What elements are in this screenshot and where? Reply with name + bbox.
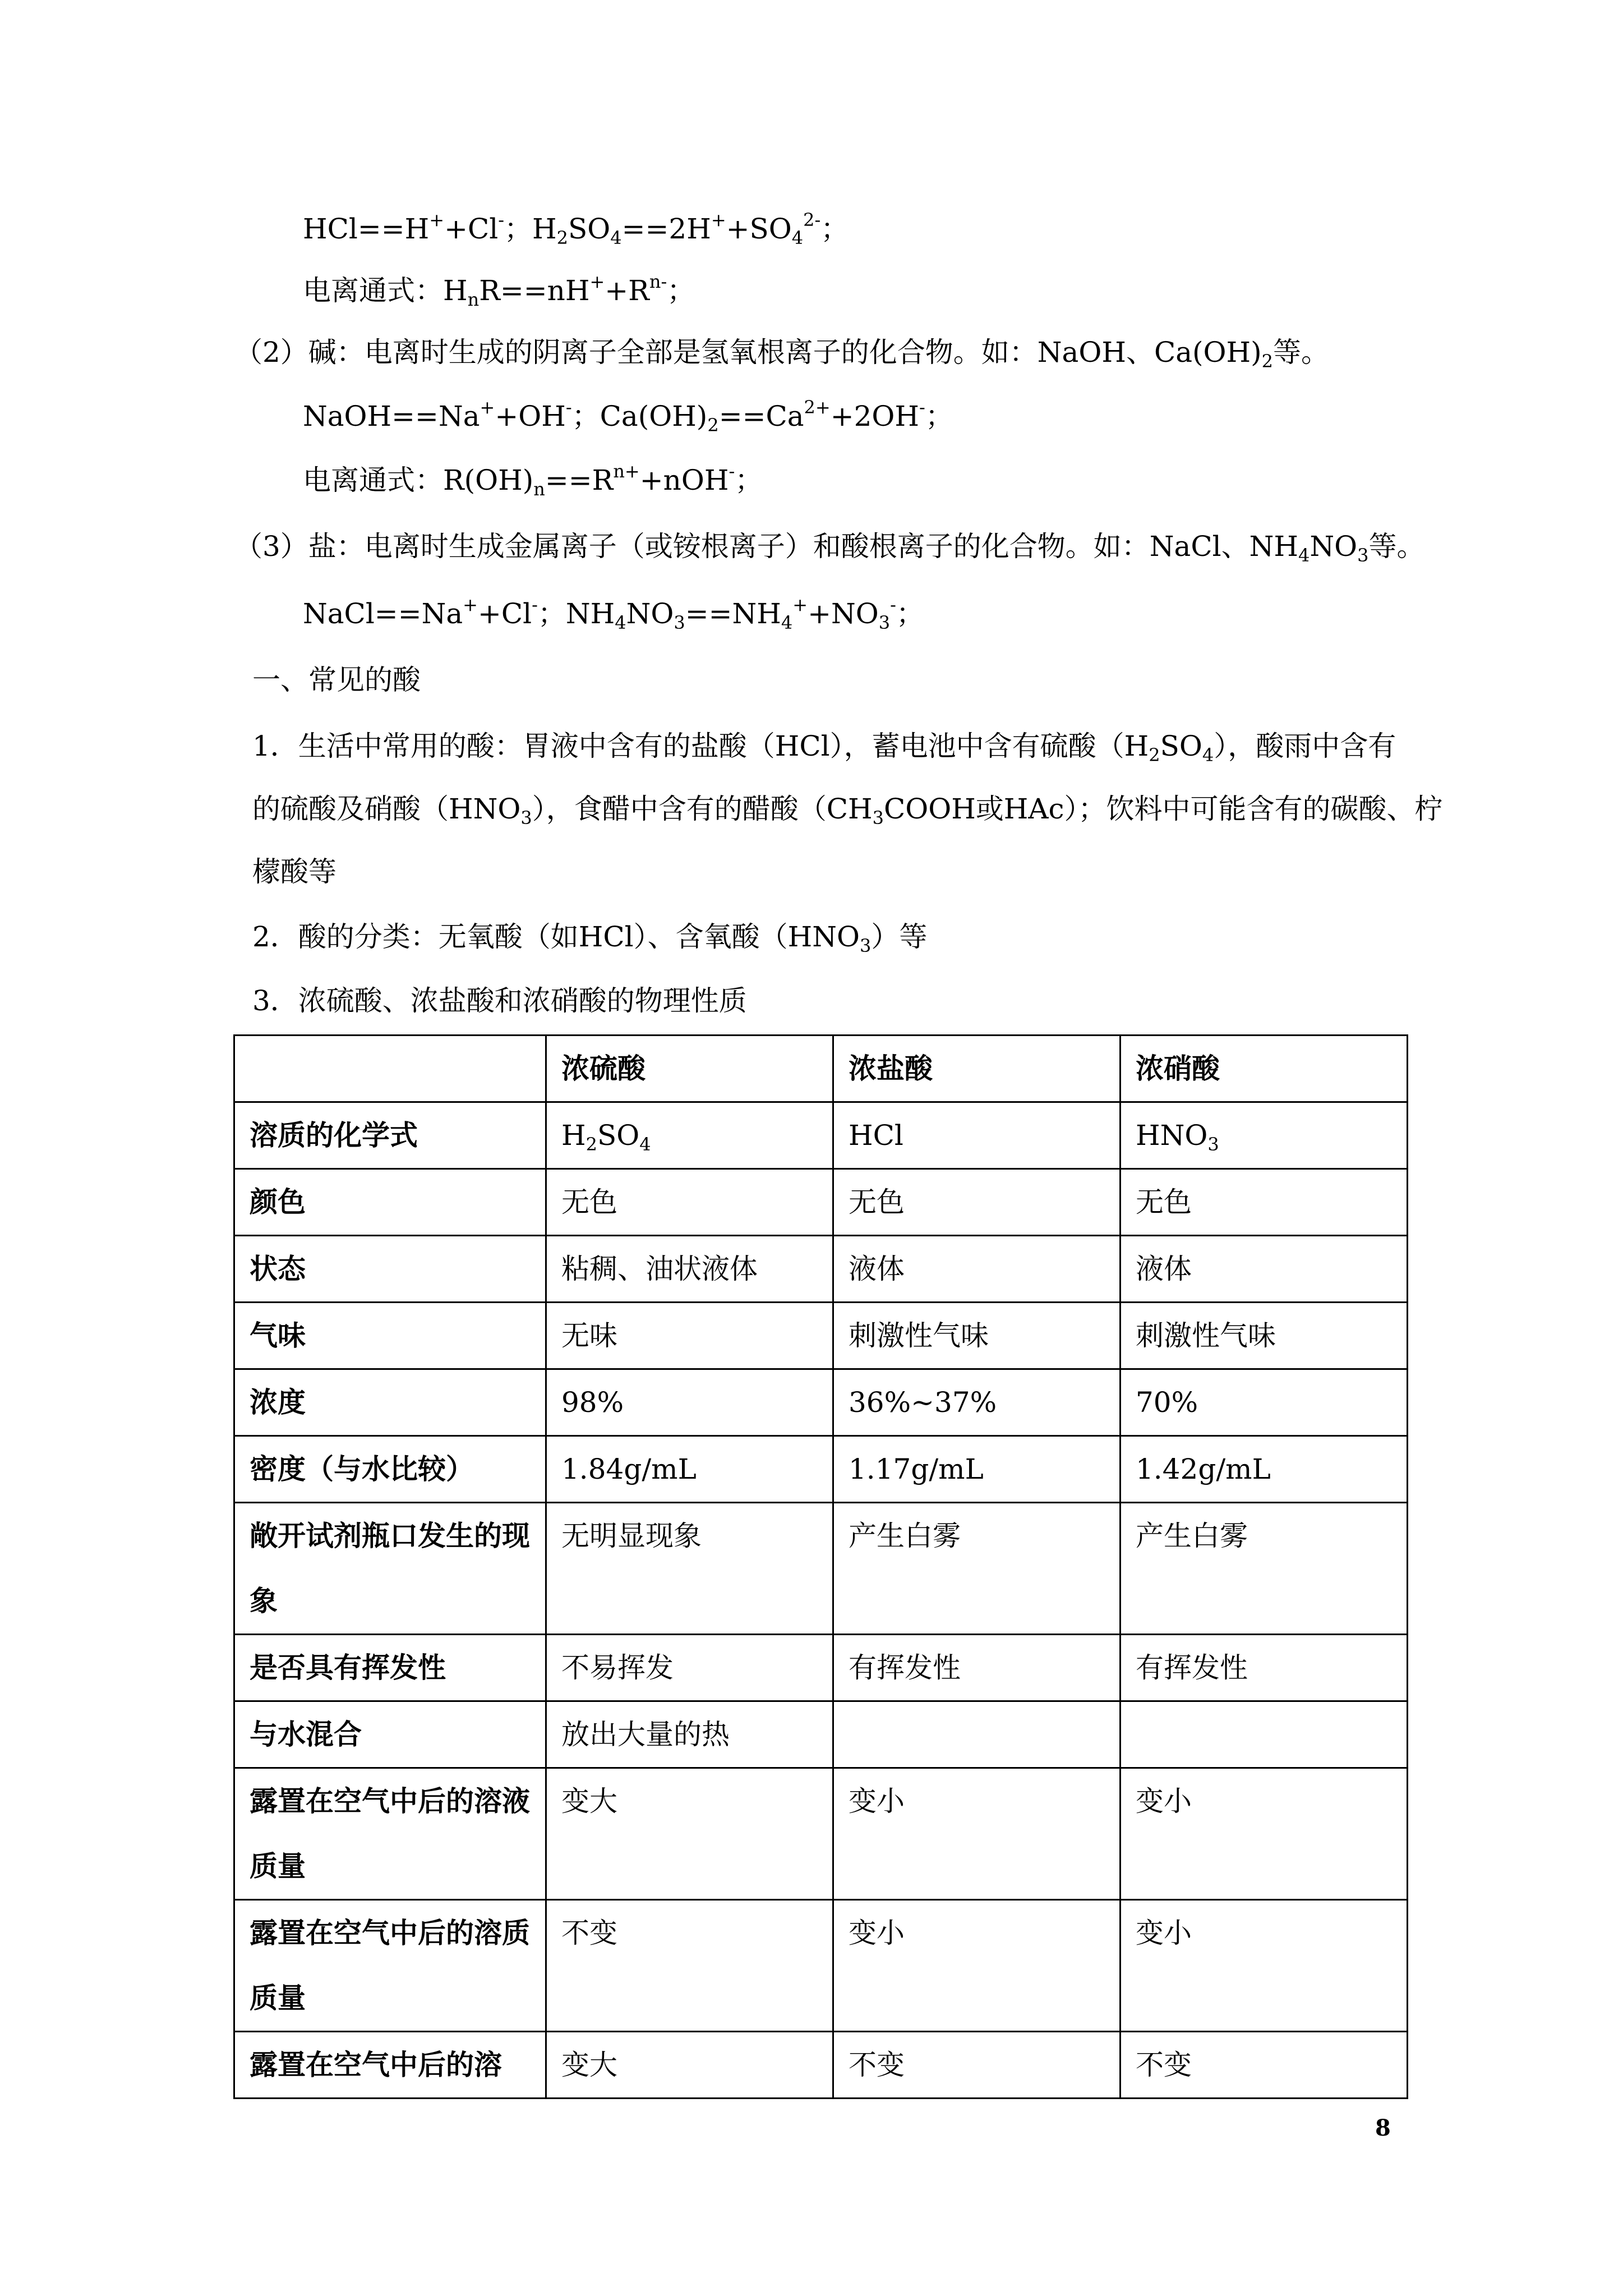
row-label: 气味	[234, 1303, 546, 1369]
cell-sulfuric: 1.84g/mL	[546, 1436, 833, 1503]
subscript: n	[467, 289, 479, 310]
supscript: -	[890, 594, 896, 615]
supscript: -	[919, 397, 925, 418]
text-run: ；	[896, 597, 924, 630]
supscript: +	[711, 209, 726, 231]
text-run: 电离通式：R(OH)	[303, 464, 534, 496]
supscript: +	[792, 594, 808, 615]
table-row	[234, 1635, 1408, 1701]
cell-hydrochloric: 变小	[833, 1768, 1121, 1900]
text-run: ；	[667, 274, 695, 307]
supscript: -	[565, 397, 572, 418]
table-body	[234, 1036, 1408, 2099]
section-heading-common-acids	[252, 663, 421, 697]
row-label: 颜色	[234, 1169, 546, 1236]
cell-sulfuric: 98%	[546, 1369, 833, 1436]
cell-nitric: 液体	[1121, 1236, 1408, 1303]
text-run: R==nH	[479, 274, 590, 307]
row-label: 露置在空气中后的溶质质量	[234, 1900, 546, 2032]
subscript: 4	[639, 1134, 651, 1155]
row-label: 露置在空气中后的溶	[234, 2032, 546, 2099]
subscript: 4	[1202, 744, 1214, 766]
table-header-corner	[234, 1036, 546, 1102]
text-run: COOH或HAc）；饮料中可能含有的碳酸、柠	[883, 793, 1443, 825]
text-run: 等。	[1273, 336, 1329, 369]
cell-hydrochloric: 产生白雾	[833, 1503, 1121, 1635]
text-run: 檬酸等	[252, 855, 336, 888]
salt-definition	[234, 530, 1425, 566]
text-run: NO	[626, 597, 674, 630]
supscript: +	[429, 209, 445, 231]
subscript: 3	[1207, 1134, 1219, 1155]
text-run: SO	[568, 213, 611, 245]
text-run: ），食醋中含有的醋酸（CH	[532, 793, 873, 825]
text-run: ；	[735, 464, 763, 496]
subscript: 4	[791, 227, 804, 249]
subscript: 3	[860, 935, 872, 956]
paragraph-acid-classification	[252, 920, 927, 954]
table-row	[234, 1236, 1408, 1303]
cell-nitric: $HNO_3$	[1121, 1102, 1408, 1169]
cell-sulfuric: 不变	[546, 1900, 833, 2032]
supscript: -	[532, 594, 538, 615]
table-row	[234, 1900, 1408, 2032]
text-run: （3）盐：电离时生成金属离子（或铵根离子）和酸根离子的化合物。如：NaCl、NH	[234, 530, 1298, 563]
table-header-row	[234, 1036, 1408, 1102]
table-row	[234, 1701, 1408, 1768]
row-label: 敞开试剂瓶口发生的现象	[234, 1503, 546, 1635]
paragraph-common-acids-line1	[252, 729, 1396, 766]
subscript: 2	[585, 1134, 597, 1155]
text-run: +Cl	[444, 213, 499, 245]
table-header-nitric: 浓硝酸	[1121, 1036, 1408, 1102]
subscript: 3	[872, 807, 884, 829]
subscript: 4	[781, 612, 793, 633]
row-label: 是否具有挥发性	[234, 1635, 546, 1701]
text-run: +2OH	[830, 400, 920, 432]
page-number: 8	[1375, 2115, 1391, 2141]
subscript: 2	[1261, 351, 1273, 372]
cell-sulfuric: 变大	[546, 2032, 833, 2099]
cell-nitric: 70%	[1121, 1369, 1408, 1436]
text-run: ==Ca	[718, 400, 804, 432]
cell-hydrochloric: 有挥发性	[833, 1635, 1121, 1701]
subscript: 3	[1357, 545, 1369, 566]
cell-sulfuric: 放出大量的热	[546, 1701, 833, 1768]
text-run: ==R	[545, 464, 614, 496]
table-row	[234, 1303, 1408, 1369]
cell-sulfuric: 粘稠、油状液体	[546, 1236, 833, 1303]
text-run: 的硫酸及硝酸（HNO	[252, 793, 521, 825]
text-run: ；NH	[537, 597, 615, 630]
row-label: 密度（与水比较）	[234, 1436, 546, 1503]
cell-nitric: 变小	[1121, 1768, 1408, 1900]
cell-nitric: 无色	[1121, 1169, 1408, 1236]
row-label: 状态	[234, 1236, 546, 1303]
cell-hydrochloric: 1.17g/mL	[833, 1436, 1121, 1503]
subscript: 3	[878, 612, 891, 633]
cell-nitric: 有挥发性	[1121, 1635, 1408, 1701]
subscript: 4	[610, 227, 622, 249]
cell-nitric: 产生白雾	[1121, 1503, 1408, 1635]
row-label: 浓度	[234, 1369, 546, 1436]
text-run: ；	[925, 400, 953, 432]
cell-nitric	[1121, 1701, 1408, 1768]
text-run: NaOH==Na	[303, 400, 480, 432]
subscript: 3	[520, 807, 532, 829]
text-run: 1．生活中常用的酸：胃液中含有的盐酸（HCl），蓄电池中含有硫酸（H	[252, 730, 1149, 762]
cell-hydrochloric: 变小	[833, 1900, 1121, 2032]
cell-sulfuric: 无色	[546, 1169, 833, 1236]
table-row	[234, 1436, 1408, 1503]
table-row	[234, 2032, 1408, 2099]
row-label: 溶质的化学式	[234, 1102, 546, 1169]
cell-hydrochloric: 液体	[833, 1236, 1121, 1303]
supscript: -	[498, 209, 505, 231]
text-run: ）等	[871, 921, 928, 953]
cell-nitric: 不变	[1121, 2032, 1408, 2099]
cell-sulfuric: 无明显现象	[546, 1503, 833, 1635]
text-run: +OH	[495, 400, 566, 432]
supscript: 2+	[804, 397, 831, 418]
base-general-formula	[303, 461, 763, 500]
text-run: ==NH	[685, 597, 781, 630]
paragraph-common-acids-line2	[252, 792, 1443, 829]
equation-acid-ionization	[303, 209, 849, 249]
text-run: +nOH	[639, 464, 729, 496]
cell-hydrochloric: 刺激性气味	[833, 1303, 1121, 1369]
cell-sulfuric: 不易挥发	[546, 1635, 833, 1701]
supscript: -	[728, 461, 735, 482]
table-row	[234, 1768, 1408, 1900]
cell-hydrochloric: 36%~37%	[833, 1369, 1121, 1436]
text-run: ；Ca(OH)	[571, 400, 708, 432]
text-run: HCl==H	[303, 213, 430, 245]
cell-hydrochloric	[833, 1701, 1121, 1768]
supscript: n-	[649, 271, 667, 292]
paragraph-common-acids-line3	[252, 855, 336, 889]
cell-nitric: 1.42g/mL	[1121, 1436, 1408, 1503]
supscript: 2-	[803, 209, 821, 231]
table-header-hydrochloric: 浓盐酸	[833, 1036, 1121, 1102]
subscript: n	[533, 478, 545, 500]
table-row	[234, 1169, 1408, 1236]
supscript: +	[479, 397, 495, 418]
cell-nitric: 刺激性气味	[1121, 1303, 1408, 1369]
text-run: 2．酸的分类：无氧酸（如HCl）、含氧酸（HNO	[252, 921, 860, 953]
text-run: ；H	[504, 213, 557, 245]
table-row	[234, 1369, 1408, 1436]
row-label: 与水混合	[234, 1701, 546, 1768]
table-row	[234, 1102, 1408, 1169]
text-run: ==2H	[621, 213, 711, 245]
text-run: （2）碱：电离时生成的阴离子全部是氢氧根离子的化合物。如：NaOH、Ca(OH)	[234, 336, 1262, 369]
cell-sulfuric: $H_2SO_4$	[546, 1102, 833, 1169]
text-run: 电离通式：H	[303, 274, 468, 307]
paragraph-table-caption	[252, 984, 747, 1018]
table-row	[234, 1503, 1408, 1635]
subscript: 4	[1298, 545, 1310, 566]
equation-salt-ionization	[303, 594, 924, 633]
text-run: 一、常见的酸	[252, 664, 421, 696]
text-run: +SO	[726, 213, 792, 245]
text-run: NO	[1310, 530, 1358, 563]
supscript: n+	[613, 461, 640, 482]
text-run: 3．浓硫酸、浓盐酸和浓硝酸的物理性质	[252, 984, 747, 1017]
table-header-sulfuric: 浓硫酸	[546, 1036, 833, 1102]
row-label: 露置在空气中后的溶液质量	[234, 1768, 546, 1900]
text-run: NaCl==Na	[303, 597, 463, 630]
cell-hydrochloric: 不变	[833, 2032, 1121, 2099]
supscript: +	[589, 271, 605, 292]
cell-hydrochloric: HCl	[833, 1102, 1121, 1169]
text-run: 等。	[1368, 530, 1425, 563]
subscript: 3	[674, 612, 685, 633]
text-run: +Cl	[477, 597, 532, 630]
subscript: 2	[1149, 744, 1160, 766]
acid-general-formula	[303, 271, 695, 310]
equation-base-ionization	[303, 397, 953, 436]
subscript: 4	[615, 612, 626, 633]
acid-properties-table	[233, 1034, 1408, 2099]
text-run: ），酸雨中含有	[1214, 730, 1396, 762]
text-run: SO	[1160, 730, 1202, 762]
cell-nitric: 变小	[1121, 1900, 1408, 2032]
cell-hydrochloric: 无色	[833, 1169, 1121, 1236]
base-definition	[234, 335, 1329, 372]
cell-sulfuric: 变大	[546, 1768, 833, 1900]
subscript: 2	[556, 227, 568, 249]
text-run: ；	[820, 213, 849, 245]
cell-sulfuric: 无味	[546, 1303, 833, 1369]
supscript: +	[463, 594, 478, 615]
text-run: +NO	[808, 597, 879, 630]
text-run: +R	[605, 274, 649, 307]
subscript: 2	[707, 415, 719, 436]
